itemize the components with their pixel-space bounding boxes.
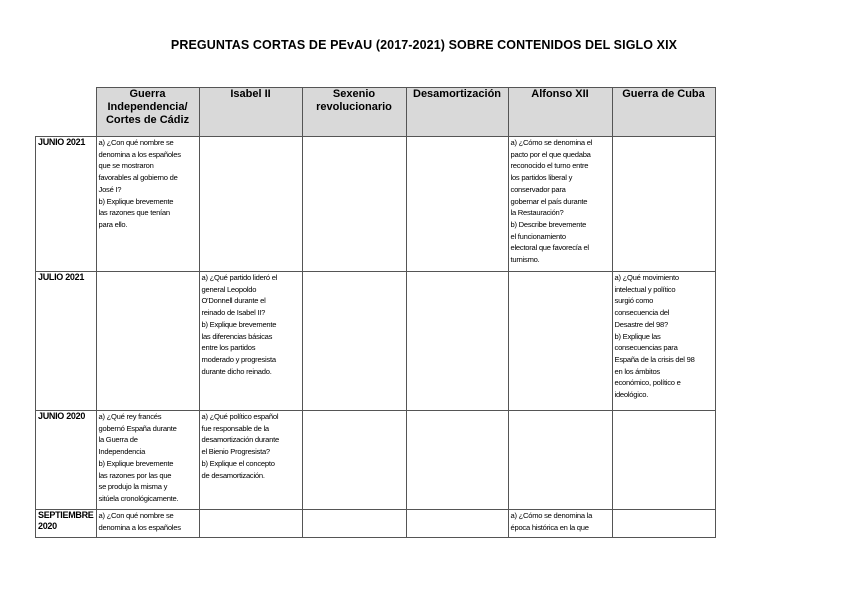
- question-cell: [612, 510, 715, 538]
- question-line: denomina a los españoles: [98, 522, 181, 532]
- question-cell: [508, 510, 612, 538]
- header-line: Cortes de Cádiz: [105, 114, 190, 126]
- question-line: conservador para: [510, 184, 566, 194]
- question-line: Desastre del 98?: [614, 319, 668, 329]
- question-line: durante dicho reinado.: [201, 366, 272, 376]
- row-label-line: JULIO 2021: [38, 272, 85, 282]
- document-title: PREGUNTAS CORTAS DE PEvAU (2017-2021) SOBRE CONTENIDOS DEL SIGLO XIX: [170, 38, 678, 52]
- question-line: ideológico.: [614, 390, 649, 400]
- question-cell: [96, 510, 199, 538]
- question-cell: [406, 137, 508, 272]
- row-label-line: SEPTIEMBRE: [38, 510, 94, 520]
- row-label: [36, 510, 97, 538]
- question-cell: [508, 411, 612, 510]
- question-cell: [508, 272, 612, 411]
- question-cell: [302, 510, 406, 538]
- question-line: b) Describe brevemente: [510, 219, 587, 229]
- header-line: Sexenio: [332, 88, 376, 100]
- question-line: a) ¿Qué partido lideró el: [201, 273, 278, 282]
- question-line: gobernar el país durante: [510, 196, 588, 206]
- question-line: a) ¿Con qué nombre se: [98, 511, 174, 520]
- question-line: la Guerra de: [98, 435, 138, 445]
- question-line: Independencia: [98, 447, 146, 457]
- question-cell: [96, 137, 199, 272]
- question-line: electoral que favorecía el: [510, 243, 589, 253]
- question-line: general Leopoldo: [201, 284, 257, 294]
- question-line: denomina a los españoles: [98, 149, 181, 159]
- question-line: a) ¿Qué político español: [201, 412, 279, 421]
- question-line: España de la crisis del 98: [614, 354, 695, 364]
- question-line: las razones que tenían: [98, 208, 170, 218]
- question-line: moderado y progresista: [201, 354, 276, 364]
- question-line: a) ¿Qué movimiento: [614, 273, 679, 282]
- question-line: las razones por las que: [98, 470, 172, 480]
- question-line: las diferencias básicas: [201, 331, 273, 341]
- header-desamortizacion: [406, 88, 508, 137]
- header-guerra-independencia: [96, 88, 199, 137]
- question-line: a) ¿Cómo se denomina la: [510, 511, 593, 520]
- header-line: Guerra de Cuba: [622, 88, 705, 100]
- question-line: b) Explique las: [614, 331, 661, 341]
- header-corner: [36, 88, 97, 137]
- header-line: Guerra: [129, 88, 166, 100]
- question-line: fue responsable de la: [201, 423, 269, 433]
- header-line: Alfonso XII: [531, 88, 589, 100]
- question-cell: [508, 137, 612, 272]
- question-line: de desamortización.: [201, 470, 265, 480]
- question-line: b) Explique el concepto: [201, 458, 275, 468]
- row-label-line: 2020: [38, 521, 57, 531]
- header-line: Isabel II: [230, 88, 271, 100]
- question-cell: [612, 137, 715, 272]
- question-cell: [199, 272, 302, 411]
- table-row: [36, 411, 716, 510]
- question-cell: [302, 137, 406, 272]
- question-cell: [612, 411, 715, 510]
- question-line: a) ¿Con qué nombre se: [98, 138, 174, 147]
- row-label: [36, 272, 97, 411]
- question-line: a) ¿Cómo se denomina el: [510, 138, 593, 147]
- header-line: Desamortización: [413, 88, 502, 100]
- question-cell: [96, 411, 199, 510]
- question-line: a) ¿Qué rey francés: [98, 412, 162, 421]
- question-line: surgió como: [614, 296, 654, 306]
- question-cell: [199, 510, 302, 538]
- header-isabel-ii: [199, 88, 302, 137]
- question-line: b) Explique brevemente: [98, 458, 174, 468]
- header-guerra-cuba: [612, 88, 715, 137]
- header-sexenio: [302, 88, 406, 137]
- question-line: José I?: [98, 184, 122, 194]
- header-row: [36, 88, 716, 137]
- question-line: b) Explique brevemente: [201, 319, 277, 329]
- table-row: [36, 510, 716, 538]
- question-line: consecuencias para: [614, 343, 678, 353]
- question-line: reconocido el turno entre: [510, 161, 589, 171]
- question-line: consecuencia del: [614, 308, 670, 318]
- table-row: [36, 272, 716, 411]
- header-line: Independencia/: [107, 101, 188, 113]
- question-line: se produjo la misma y: [98, 482, 168, 492]
- question-line: para ello.: [98, 219, 128, 229]
- question-line: reinado de Isabel II?: [201, 308, 266, 318]
- question-line: entre los partidos: [201, 343, 256, 353]
- question-line: intelectual y político: [614, 284, 676, 294]
- question-line: la Restauración?: [510, 208, 564, 218]
- row-label: [36, 137, 97, 272]
- question-cell: [96, 272, 199, 411]
- question-line: desamortización durante: [201, 435, 279, 445]
- question-line: el funcionamiento: [510, 231, 566, 241]
- table-row: [36, 137, 716, 272]
- row-label-line: JUNIO 2021: [38, 137, 86, 147]
- question-line: en los ámbitos: [614, 366, 660, 376]
- question-cell: [199, 137, 302, 272]
- question-line: pacto por el que quedaba: [510, 149, 591, 159]
- question-line: gobernó España durante: [98, 423, 177, 433]
- row-label-line: JUNIO 2020: [38, 411, 86, 421]
- question-line: favorables al gobierno de: [98, 173, 178, 183]
- question-cell: [302, 272, 406, 411]
- questions-table: [35, 87, 716, 538]
- question-line: época histórica en la que: [510, 522, 589, 532]
- question-cell: [302, 411, 406, 510]
- question-line: sitúela cronológicamente.: [98, 493, 179, 503]
- question-cell: [406, 411, 508, 510]
- question-cell: [199, 411, 302, 510]
- row-label: [36, 411, 97, 510]
- question-cell: [406, 510, 508, 538]
- question-line: económico, político e: [614, 378, 681, 388]
- header-alfonso-xii: [508, 88, 612, 137]
- question-line: que se mostraron: [98, 161, 154, 171]
- question-line: O'Donnell durante el: [201, 296, 266, 306]
- question-line: b) Explique brevemente: [98, 196, 174, 206]
- question-line: el Bienio Progresista?: [201, 447, 270, 457]
- question-cell: [612, 272, 715, 411]
- question-line: turnismo.: [510, 255, 540, 265]
- header-line: revolucionario: [316, 101, 392, 113]
- question-line: los partidos liberal y: [510, 173, 573, 183]
- question-cell: [406, 272, 508, 411]
